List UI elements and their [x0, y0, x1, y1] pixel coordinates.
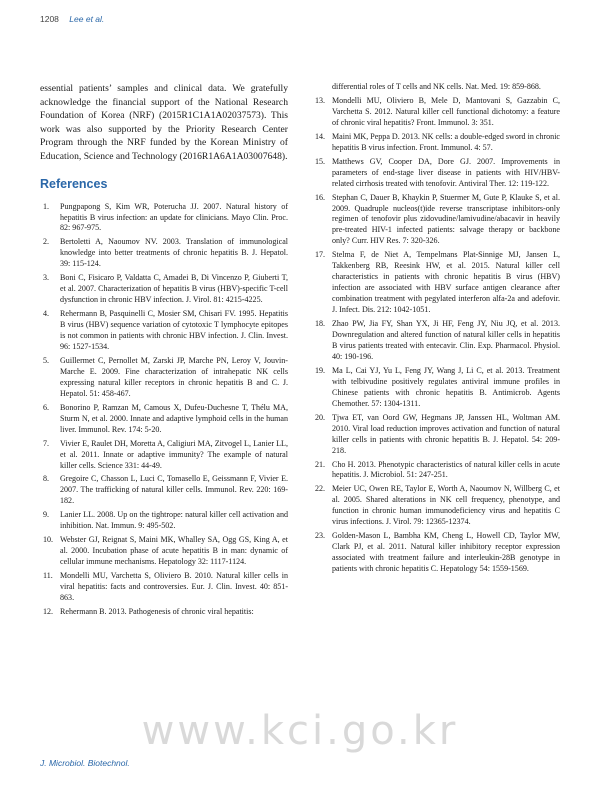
reference-number: 23.	[315, 531, 326, 541]
reference-item	[40, 571, 288, 604]
reference-number: 17.	[315, 250, 326, 260]
reference-text: Guillermet C, Pernollet M, Zarski JP, Marche PN, Leroy V, Jouvin-Marche E. 2009. Fine characterization of intrahepatic NK cells expressing natural killer receptors in chronic hepatitis B and C. J. Hepatol. 51: 458-467.	[60, 355, 288, 398]
reference-text: Vivier E, Raulet DH, Moretta A, Caligiuri MA, Zitvogel L, Lanier LL, et al. 2011. Innate or adaptive immunity? The example of natural killer cells. Science 331: 44-49.	[60, 438, 288, 470]
reference-item	[312, 250, 560, 316]
reference-item	[40, 403, 288, 436]
reference-number: 16.	[315, 192, 326, 202]
reference-list-left	[40, 202, 288, 618]
reference-text: Cho H. 2013. Phenotypic characteristics of natural killer cells in acute hepatitis. J. Microbiol. 51: 247-251.	[332, 459, 560, 480]
reference-number: 15.	[315, 156, 326, 166]
reference-number: 21.	[315, 459, 326, 469]
reference-item	[312, 366, 560, 410]
reference-text: Mondelli MU, Varchetta S, Oliviero B. 2010. Natural killer cells in viral hepatitis: facts and controversies. Eur. J. Clin. Invest. 40: 851-863.	[60, 571, 288, 603]
journal-footer: J. Microbiol. Biotechnol.	[40, 758, 130, 768]
running-author: Lee et al.	[69, 14, 105, 24]
reference-text: Golden-Mason L, Bambha KM, Cheng L, Howell CD, Taylor MW, Clark PJ, et al. 2011. Natural killer inhibitory receptor expression associated with treatment failure and interleukin-28B genotype in patients with chronic hepatitis C. Hepatology 54: 1559-1569.	[332, 531, 560, 574]
reference-item	[312, 193, 560, 248]
reference-item	[312, 132, 560, 154]
acknowledgment-text: essential patients’ samples and clinical data. We gratefully acknowledge the financial support of the National Research Foundation of Korea (NRF) (2015R1C1A1A02037573). This work was also supported by the Priority Research Center Program through the NRF funded by the Korean Ministry of Education, Science and Technology (2016R1A6A1A03007648).	[40, 83, 288, 162]
reference-item	[40, 237, 288, 270]
reference-text: Tjwa ET, van Oord GW, Hegmans JP, Janssen HL, Woltman AM. 2010. Viral load reduction improves activation and function of natural killer cells in patients with chronic hepatitis B. J. Hepatol. 54: 209-218.	[332, 412, 560, 455]
reference-text: Boni C, Fisicaro P, Valdatta C, Amadei B, Di Vincenzo P, Giuberti T, et al. 2007. Characterization of hepatitis B virus (HBV)-specific T-cell dysfunction in chronic HBV infection. J. Virol. 81: 4215-4225.	[60, 273, 288, 305]
reference-item	[312, 484, 560, 528]
running-header	[40, 14, 104, 24]
reference-item	[40, 309, 288, 353]
reference-text: Stelma F, de Niet A, Tempelmans Plat-Sinnige MJ, Jansen L, Takkenberg RB, Reesink HW, et al. 2015. Natural killer cell characteristics in patients with chronic hepatitis B virus (HBV) infection are associated with HBV surface antigen clearance after combination treatment with pegylated interferon alfa-2a and adefovir. J. Infect. Dis. 212: 1042-1051.	[332, 250, 560, 315]
reference-number: 4.	[43, 309, 50, 319]
reference-number: 2.	[43, 237, 50, 247]
reference-number: 8.	[43, 474, 50, 484]
reference-number: 13.	[315, 95, 326, 105]
reference-text: Rehermann B. 2013. Pathogenesis of chronic viral hepatitis:	[60, 606, 254, 616]
reference-item	[40, 474, 288, 507]
reference-number: 6.	[43, 402, 50, 412]
reference-number: 14.	[315, 131, 326, 141]
reference-text: Maini MK, Peppa D. 2013. NK cells: a double-edged sword in chronic hepatitis B virus infection. Front. Immunol. 4: 57.	[332, 131, 560, 152]
reference-12-continuation: differential roles of T cells and NK cells. Nat. Med. 19: 859-868.	[332, 82, 541, 91]
right-column	[312, 82, 560, 578]
reference-item	[40, 510, 288, 532]
reference-text: Gregoire C, Chasson L, Luci C, Tomasello E, Geissmann F, Vivier E. 2007. The trafficking of natural killer cells. Immunol. Rev. 220: 169-182.	[60, 474, 288, 506]
reference-number: 7.	[43, 438, 50, 448]
references-heading: References	[40, 176, 108, 191]
reference-text: Stephan C, Dauer B, Khaykin P, Stuermer M, Gute P, Klauke S, et al. 2009. Quadruple nucleos(t)ide reverse transcriptase inhibitors-only regimen of tenofovir plus zidovudine/lamivudine/abacavir in heavily pre-treated HIV-1 infected patients: salvage therapy or backbone only? Curr. HIV Res. 7: 320-326.	[332, 192, 560, 246]
reference-text: Pungpapong S, Kim WR, Poterucha JJ. 2007. Natural history of hepatitis B virus infection: an update for clinicians. Mayo Clin. Proc. 82: 967-975.	[60, 201, 288, 233]
reference-number: 20.	[315, 412, 326, 422]
reference-item	[312, 157, 560, 190]
reference-item	[312, 531, 560, 575]
reference-item	[40, 535, 288, 568]
watermark: www.kci.go.kr	[141, 708, 459, 754]
reference-item	[312, 319, 560, 363]
reference-number: 19.	[315, 365, 326, 375]
reference-text: Bertoletti A, Naoumov NV. 2003. Translation of immunological knowledge into better treatments of chronic hepatitis B. J. Hepatol. 39: 115-124.	[60, 237, 288, 269]
reference-text: Ma L, Cai YJ, Yu L, Feng JY, Wang J, Li C, et al. 2013. Treatment with telbivudine positively regulates antiviral immune profiles in Chinese patients with chronic hepatitis B. Antimicrob. Agents Chemother. 57: 1304-1311.	[332, 365, 560, 408]
reference-item	[40, 273, 288, 306]
reference-item	[312, 96, 560, 129]
reference-number: 10.	[43, 535, 54, 545]
reference-text: Bonorino P, Ramzan M, Camous X, Dufeu-Duchesne T, Thélu MA, Sturm N, et al. 2000. Innate and adaptive lymphoid cells in the human liver. Immunol. Rev. 174: 5-20.	[60, 402, 288, 434]
reference-item	[40, 356, 288, 400]
reference-text: Lanier LL. 2008. Up on the tightrope: natural killer cell activation and inhibition. Nat. Immun. 9: 495-502.	[60, 510, 288, 531]
reference-text: Webster GJ, Reignat S, Maini MK, Whalley SA, Ogg GS, King A, et al. 2000. Incubation phase of acute hepatitis B in man: dynamic of cellular immune mechanisms. Hepatology 32: 1117-1124.	[60, 535, 288, 567]
reference-text: Rehermann B, Pasquinelli C, Mosier SM, Chisari FV. 1995. Hepatitis B virus (HBV) sequence variation of cytotoxic T lymphocyte epitopes is not common in patients with chronic HBV infection. J. Clin. Invest. 96: 1527-1534.	[60, 309, 288, 351]
reference-number: 22.	[315, 484, 326, 494]
reference-number: 18.	[315, 319, 326, 329]
reference-text: Zhao PW, Jia FY, Shan YX, Ji HF, Feng JY, Niu JQ, et al. 2013. Downregulation and altered function of natural killer cells in hepatitis B virus patients treated with entecavir. Clin. Exp. Pharmacol. Physiol. 40: 190-196.	[332, 319, 560, 361]
reference-text: Matthews GV, Cooper DA, Dore GJ. 2007. Improvements in parameters of end-stage liver disease in patients with HIV/HBV-related cirrhosis treated with tenofovir. Antiviral Ther. 12: 119-122.	[332, 156, 560, 188]
reference-item	[40, 202, 288, 235]
reference-number: 11.	[43, 571, 53, 581]
reference-text: Meier UC, Owen RE, Taylor E, Worth A, Naoumov N, Willberg C, et al. 2005. Shared alterations in NK cell frequency, phenotype, and function in chronic human immunodeficiency virus and hepatitis C virus infections. J. Virol. 79: 12365-12374.	[332, 484, 560, 527]
reference-item	[312, 413, 560, 457]
reference-number: 1.	[43, 201, 50, 211]
reference-item	[40, 439, 288, 472]
left-column	[40, 82, 288, 621]
reference-number: 9.	[43, 510, 50, 520]
reference-number: 5.	[43, 355, 50, 365]
reference-item	[40, 607, 288, 618]
reference-list-right	[312, 96, 560, 575]
reference-number: 3.	[43, 273, 50, 283]
page-number: 1208	[40, 14, 59, 24]
reference-item	[312, 460, 560, 482]
reference-text: Mondelli MU, Oliviero B, Mele D, Mantovani S, Gazzabin C, Varchetta S. 2012. Natural killer cell functional dichotomy: a feature of chronic viral hepatitis? Front. Immunol. 3: 351.	[332, 95, 560, 127]
reference-number: 12.	[43, 606, 54, 616]
